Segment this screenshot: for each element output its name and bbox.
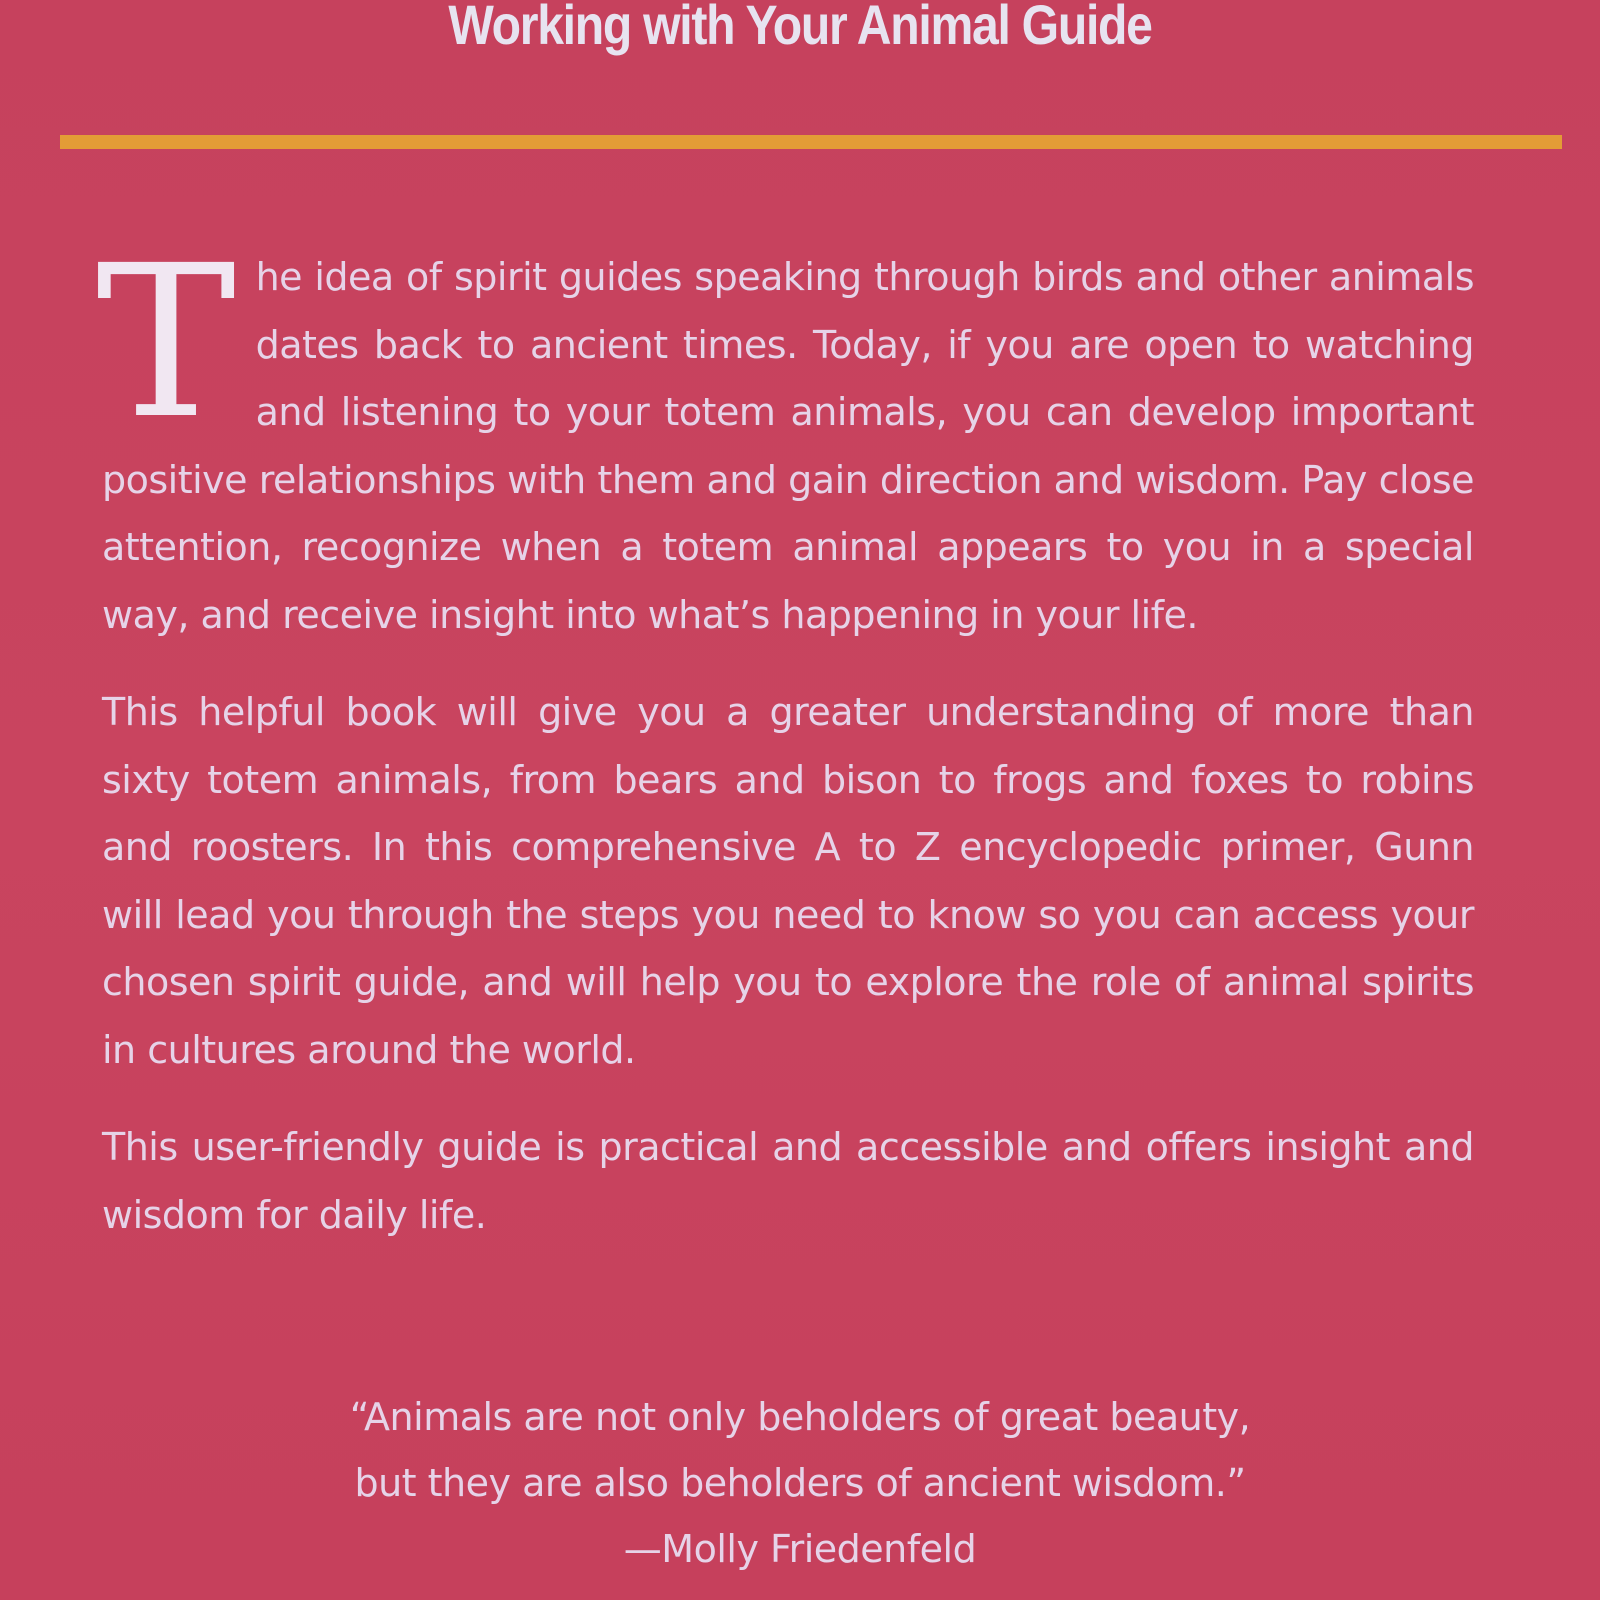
paragraph-2: This helpful book will give you a greater understanding of more than sixty totem animals, from bears and bison to frogs and foxes to robins and roosters. In this comprehensive A to Z encyclopedic primer, Gunn will lead you through the steps you need to know so you can access your chosen spirit guide, and will help you to explore the role of animal spirits in cultures around the world. [102,690,1474,1072]
paragraph-1 [96,220,1474,649]
description-text [96,220,1474,1279]
drop-cap-letter: T [96,220,236,465]
endorsement-quote [0,1384,1600,1582]
quote-attribution: —Molly Friedenfeld [623,1527,977,1571]
paragraph-3: This user-friendly guide is practical and accessible and offers insight and wisdom for daily life. [102,1125,1474,1237]
paragraph-1-text: he idea of spirit guides speaking through birds and other animals dates back to ancient times. Today, if you are open to watching and listening to your totem animals, you can develop important positive relationships with them and gain direction and wisdom. Pay close attention, recognize when a totem animal appears to you in a special way, and receive insight into what’s happening in your life. [102,255,1474,637]
quote-line-2: but they are also beholders of ancient wisdom.” [354,1461,1246,1505]
orange-divider-rule [60,135,1562,149]
quote-line-1: “Animals are not only beholders of great beauty, [349,1395,1251,1439]
cover-heading: Working with Your Animal Guide [448,0,1152,56]
